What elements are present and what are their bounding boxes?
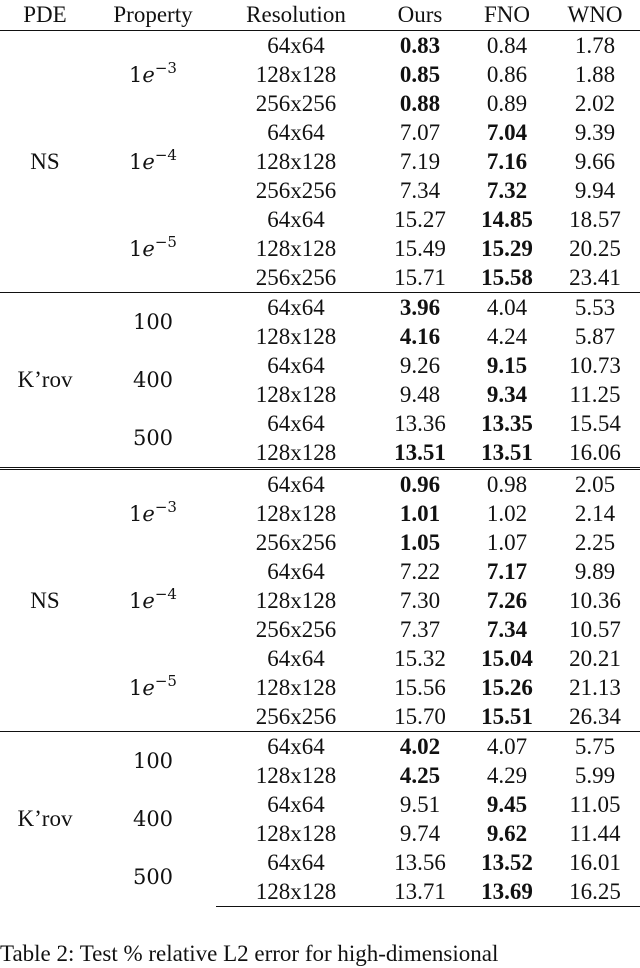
fno-cell: 7.34 — [486, 616, 528, 642]
fno-cell: 4.29 — [486, 762, 528, 788]
ours-cell: 9.74 — [399, 820, 441, 846]
table-body — [0, 31, 640, 907]
resolution-cell: 64x64 — [267, 410, 325, 436]
property-base: 1e — [129, 675, 155, 700]
fno-cell: 15.26 — [481, 674, 533, 700]
wno-cell: 21.13 — [569, 674, 621, 700]
fno-cell: 4.04 — [464, 293, 550, 323]
ours-cell: 15.27 — [394, 206, 446, 232]
wno-cell: 10.57 — [569, 616, 621, 642]
wno-cell: 5.53 — [550, 293, 640, 323]
wno-cell: 1.78 — [550, 31, 640, 61]
table-row — [0, 293, 640, 323]
ours-cell: 4.16 — [399, 323, 441, 349]
ours-cell: 0.85 — [399, 61, 441, 87]
table-row — [0, 351, 640, 380]
fno-cell: 9.15 — [486, 352, 528, 378]
resolution-cell: 64x64 — [216, 293, 376, 323]
wno-cell: 16.25 — [550, 877, 640, 907]
resolution-cell: 128x128 — [255, 148, 337, 174]
wno-cell: 10.36 — [569, 587, 621, 613]
wno-cell: 9.39 — [574, 119, 616, 145]
property-cell: 500 — [132, 865, 174, 890]
ours-cell: 1.01 — [399, 500, 441, 526]
property-cell — [90, 469, 216, 558]
property-exponent: −4 — [154, 145, 177, 164]
fno-cell: 4.07 — [464, 732, 550, 762]
property-base: 1e — [129, 501, 155, 526]
ours-cell: 9.48 — [399, 381, 441, 407]
ours-cell: 15.56 — [394, 674, 446, 700]
property-base: 1e — [129, 236, 155, 261]
resolution-cell: 128x128 — [255, 323, 337, 349]
wno-cell: 2.14 — [574, 500, 616, 526]
header-wno: WNO — [550, 0, 640, 31]
property-base: 1e — [129, 62, 155, 87]
resolution-cell: 256x256 — [255, 616, 337, 642]
ours-cell: 4.25 — [399, 762, 441, 788]
wno-cell: 2.02 — [574, 90, 616, 116]
property-cell: 400 — [132, 368, 174, 392]
resolution-cell: 128x128 — [255, 674, 337, 700]
wno-cell: 11.44 — [569, 820, 621, 846]
resolution-cell: 64x64 — [267, 849, 325, 875]
fno-cell: 15.58 — [481, 264, 533, 290]
ours-cell: 0.96 — [376, 469, 464, 500]
property-exponent: −3 — [154, 58, 177, 77]
ours-cell: 7.34 — [399, 177, 441, 203]
resolution-cell: 256x256 — [255, 90, 337, 116]
table-row — [0, 732, 640, 762]
property-exponent: −3 — [154, 497, 177, 516]
resolution-cell: 128x128 — [255, 500, 337, 526]
ours-cell: 15.49 — [394, 235, 446, 261]
ours-cell: 15.32 — [394, 645, 446, 671]
property-cell: 400 — [132, 807, 174, 831]
wno-cell: 9.66 — [574, 148, 616, 174]
resolution-cell: 64x64 — [267, 645, 325, 671]
resolution-cell: 128x128 — [255, 381, 337, 407]
fno-cell: 7.26 — [486, 587, 528, 613]
resolution-cell: 64x64 — [216, 469, 376, 500]
fno-cell: 9.34 — [486, 381, 528, 407]
ours-cell: 4.02 — [376, 732, 464, 762]
wno-cell: 11.25 — [569, 381, 621, 407]
property-cell — [90, 31, 216, 119]
resolution-cell: 128x128 — [255, 235, 337, 261]
property-cell: 100 — [90, 732, 216, 791]
ours-cell: 1.05 — [399, 529, 441, 555]
property-cell — [90, 557, 216, 644]
resolution-cell: 64x64 — [267, 558, 325, 584]
wno-cell: 10.73 — [569, 352, 621, 378]
wno-cell: 23.41 — [569, 264, 621, 290]
fno-cell: 13.52 — [481, 849, 533, 875]
wno-cell: 5.75 — [550, 732, 640, 762]
ours-cell: 13.56 — [394, 849, 446, 875]
property-exponent: −5 — [154, 232, 177, 251]
wno-cell: 11.05 — [569, 791, 621, 817]
fno-cell: 9.62 — [486, 820, 528, 846]
fno-cell: 7.04 — [486, 119, 528, 145]
table-row — [0, 557, 640, 586]
property-cell — [90, 118, 216, 205]
wno-cell: 1.88 — [574, 61, 616, 87]
ours-cell: 0.83 — [376, 31, 464, 61]
table-row — [0, 644, 640, 673]
ours-cell: 13.71 — [376, 877, 464, 907]
wno-cell: 2.25 — [574, 529, 616, 555]
header-resolution: Resolution — [216, 0, 376, 31]
table-row — [0, 205, 640, 234]
table-row — [0, 790, 640, 819]
resolution-cell: 64x64 — [216, 732, 376, 762]
property-cell: 500 — [132, 426, 174, 450]
ours-cell: 7.07 — [399, 119, 441, 145]
property-base: 1e — [129, 149, 155, 174]
property-cell — [90, 644, 216, 732]
table-row — [0, 469, 640, 500]
fno-cell: 7.16 — [486, 148, 528, 174]
fno-cell: 15.29 — [481, 235, 533, 261]
ours-cell: 15.71 — [394, 264, 446, 290]
resolution-cell: 128x128 — [216, 877, 376, 907]
resolution-cell: 64x64 — [267, 119, 325, 145]
pde-cell: NS — [0, 469, 90, 732]
ours-cell: 9.51 — [399, 791, 441, 817]
pde-cell: K’rov — [0, 293, 90, 469]
fno-cell: 7.32 — [486, 177, 528, 203]
property-exponent: −4 — [154, 584, 177, 603]
resolution-cell: 128x128 — [255, 439, 337, 465]
fno-cell: 13.35 — [481, 410, 533, 436]
fno-cell: 0.98 — [464, 469, 550, 500]
property-base: 1e — [129, 588, 155, 613]
wno-cell: 16.01 — [569, 849, 621, 875]
resolution-cell: 256x256 — [255, 703, 337, 729]
header-fno: FNO — [464, 0, 550, 31]
fno-cell: 9.45 — [486, 791, 528, 817]
resolution-cell: 64x64 — [267, 791, 325, 817]
fno-cell: 0.86 — [486, 61, 528, 87]
pde-cell: NS — [0, 31, 90, 293]
ours-cell: 13.51 — [394, 439, 446, 465]
property-cell — [90, 205, 216, 293]
fno-cell: 0.84 — [464, 31, 550, 61]
ours-cell: 9.26 — [399, 352, 441, 378]
ours-cell: 7.37 — [399, 616, 441, 642]
resolution-cell: 64x64 — [216, 31, 376, 61]
header-property: Property — [90, 0, 216, 31]
wno-cell: 26.34 — [569, 703, 621, 729]
table-row — [0, 31, 640, 61]
wno-cell: 15.54 — [569, 410, 621, 436]
header-ours: Ours — [376, 0, 464, 31]
wno-cell: 5.87 — [574, 323, 616, 349]
fno-cell: 15.04 — [481, 645, 533, 671]
wno-cell: 20.25 — [569, 235, 621, 261]
wno-cell: 16.06 — [569, 439, 621, 465]
fno-cell: 0.89 — [486, 90, 528, 116]
header-pde: PDE — [0, 0, 90, 31]
fno-cell: 15.51 — [481, 703, 533, 729]
resolution-cell: 256x256 — [255, 529, 337, 555]
ours-cell: 13.36 — [394, 410, 446, 436]
resolution-cell: 64x64 — [267, 206, 325, 232]
property-cell: 100 — [90, 293, 216, 352]
fno-cell: 1.07 — [486, 529, 528, 555]
wno-cell: 9.94 — [574, 177, 616, 203]
wno-cell: 2.05 — [550, 469, 640, 500]
fno-cell: 14.85 — [481, 206, 533, 232]
wno-cell: 5.99 — [574, 762, 616, 788]
ours-cell: 7.30 — [399, 587, 441, 613]
table-row — [0, 848, 640, 877]
ours-cell: 7.19 — [399, 148, 441, 174]
wno-cell: 9.89 — [574, 558, 616, 584]
resolution-cell: 256x256 — [255, 177, 337, 203]
fno-cell: 1.02 — [486, 500, 528, 526]
header-row — [0, 0, 640, 31]
ours-cell: 15.70 — [394, 703, 446, 729]
resolution-cell: 64x64 — [267, 352, 325, 378]
resolution-cell: 128x128 — [255, 762, 337, 788]
fno-cell: 13.69 — [464, 877, 550, 907]
ours-cell: 7.22 — [399, 558, 441, 584]
table-caption: Table 2: Test % relative L2 error for high-dimensional — [0, 941, 499, 966]
table-row — [0, 409, 640, 438]
table-row — [0, 118, 640, 147]
wno-cell: 18.57 — [569, 206, 621, 232]
resolution-cell: 128x128 — [255, 61, 337, 87]
property-exponent: −5 — [154, 671, 177, 690]
fno-cell: 13.51 — [481, 439, 533, 465]
fno-cell: 4.24 — [486, 323, 528, 349]
fno-cell: 7.17 — [486, 558, 528, 584]
ours-cell: 3.96 — [376, 293, 464, 323]
ours-cell: 0.88 — [399, 90, 441, 116]
resolution-cell: 256x256 — [255, 264, 337, 290]
resolution-cell: 128x128 — [255, 820, 337, 846]
wno-cell: 20.21 — [569, 645, 621, 671]
resolution-cell: 128x128 — [255, 587, 337, 613]
pde-cell: K’rov — [0, 732, 90, 907]
